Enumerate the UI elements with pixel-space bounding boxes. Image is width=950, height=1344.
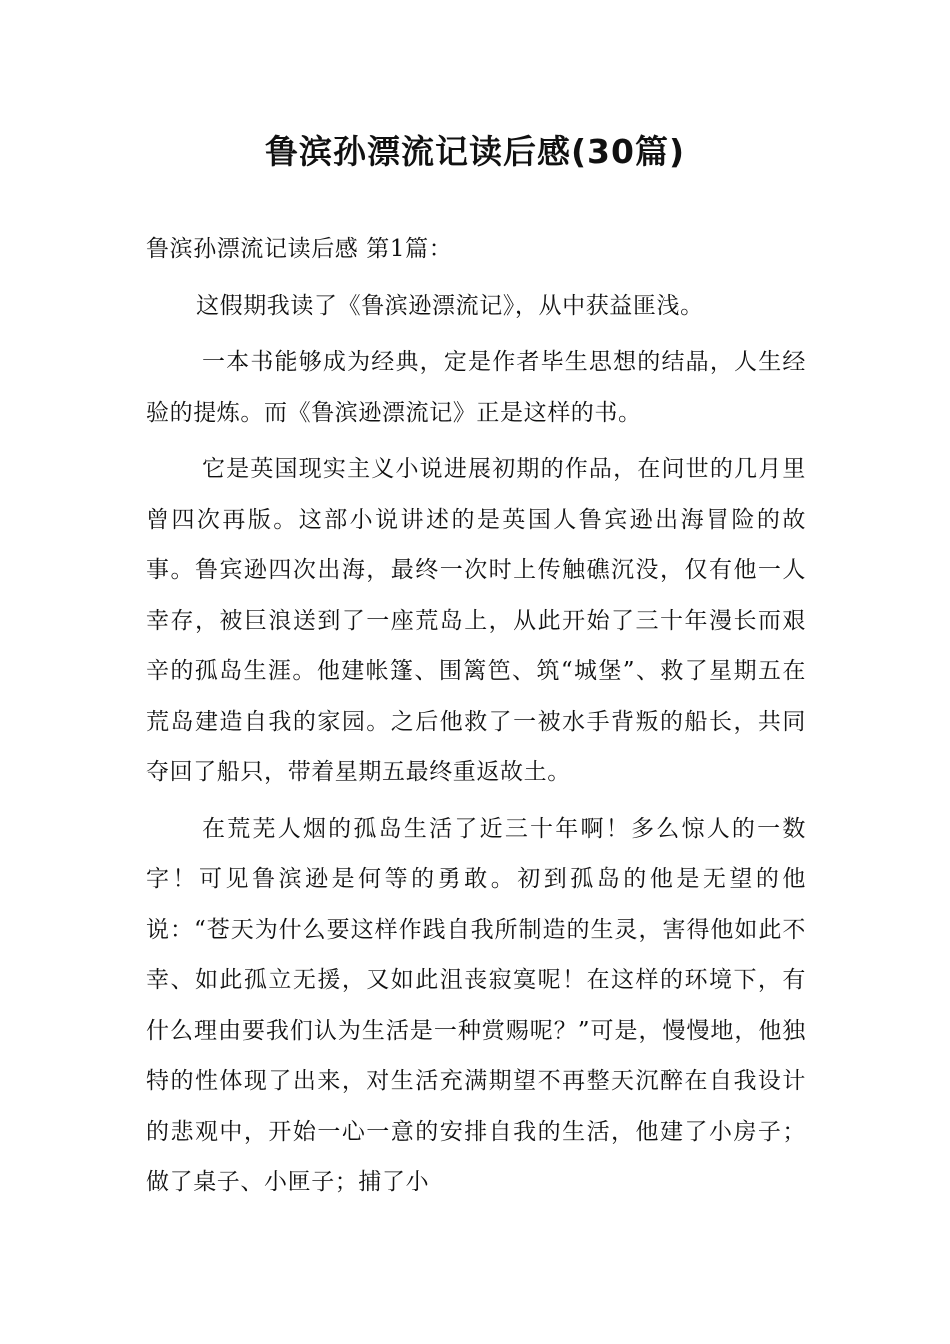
paragraph-2: 一本书能够成为经典，定是作者毕生思想的结晶，人生经验的提炼。而《鲁滨逊漂流记》正是这样的书。 [146, 349, 806, 426]
document-body [146, 224, 806, 1208]
paragraph-4: 在荒芜人烟的孤岛生活了近三十年啊！多么惊人的一数字！可见鲁滨逊是何等的勇敢。初到孤岛的他是无望的他说：“苍天为什么要这样作践自我所制造的生灵，害得他如此不幸、如此孤立无援，又如此沮丧寂寞呢！在这样的环境下，有什么理由要我们认为生活是一种赏赐呢？”可是，慢慢地，他独特的性体现了出来，对生活充满期望不再整天沉醉在自我设计的悲观中，开始一心一意的安排自我的生活，他建了小房子；做了桌子、小匣子；捕了小 [146, 815, 806, 1195]
paragraph-1: 这假期我读了《鲁滨逊漂流记》，从中获益匪浅。 [196, 292, 704, 319]
document-title: 鲁滨孙漂流记读后感(30篇) [264, 132, 686, 171]
section-heading: 鲁滨孙漂流记读后感 第1篇： [146, 236, 453, 262]
paragraph-3: 它是英国现实主义小说进展初期的作品，在问世的几月里曾四次再版。这部小说讲述的是英国人鲁宾逊出海冒险的故事。鲁宾逊四次出海，最终一次时上传触礁沉没，仅有他一人幸存，被巨浪送到了一座荒岛上，从此开始了三十年漫长而艰辛的孤岛生涯。他建帐篷、围篱笆、筑“城堡”、救了星期五在荒岛建造自我的家园。之后他救了一被水手背叛的船长，共同夺回了船只，带着星期五最终重返故土。 [146, 456, 806, 785]
